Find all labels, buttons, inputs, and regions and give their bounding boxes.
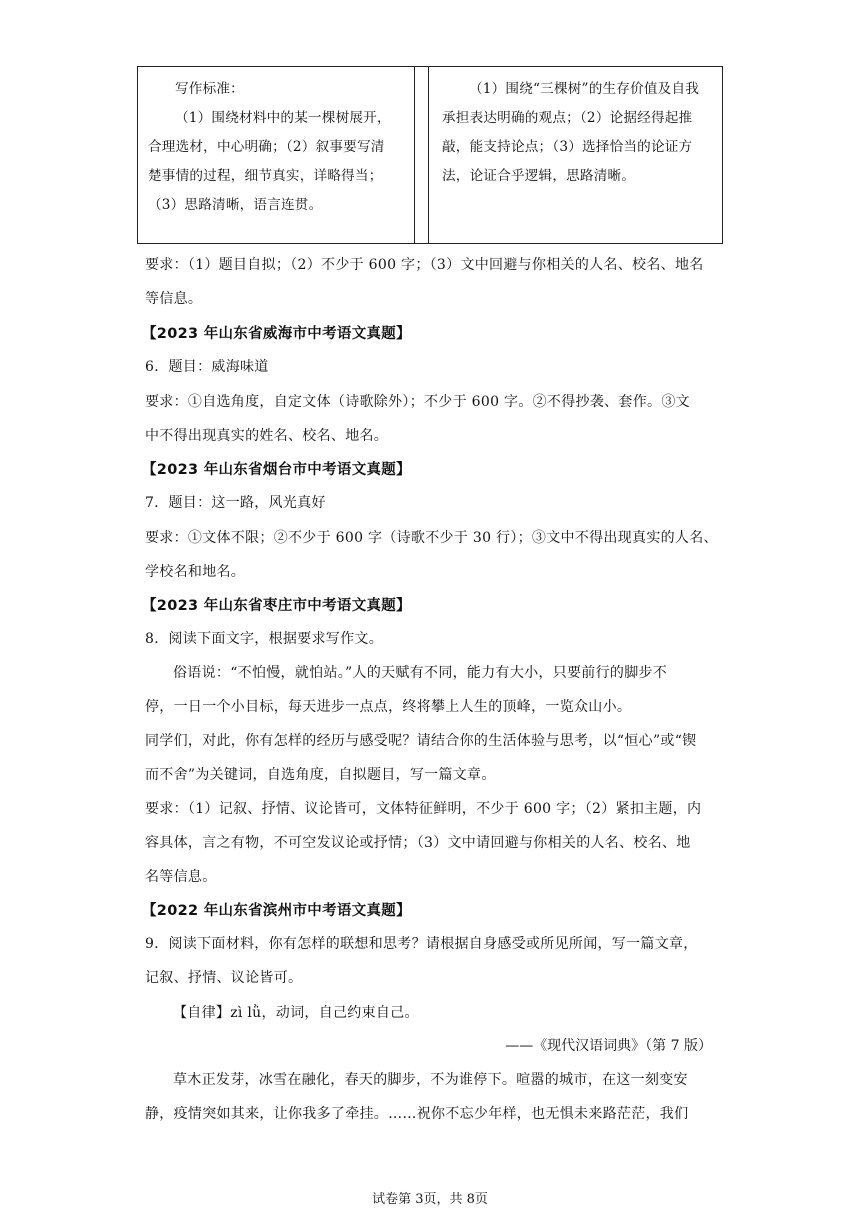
section-heading-yantai: 【2023 年山东省烟台市中考语文真题】 xyxy=(142,462,411,478)
table-cell-text: 敲，能支持论点；（3）选择恰当的论证方 xyxy=(442,139,693,155)
q8-title: 8．阅读下面文字，根据要求写作文。 xyxy=(145,631,384,647)
table-cell-text: 写作标准： xyxy=(175,81,244,97)
q8-prompt: 同学们，对此，你有怎样的经历与感受呢？请结合你的生活体验与思考，以“恒心”或“锲 xyxy=(145,733,697,749)
table-cell-text: （3）思路清晰，语言连贯。 xyxy=(148,197,323,213)
q9-definition: 【自律】zì lǜ，动词，自己约束自己。 xyxy=(173,1005,419,1021)
table-cell-text: 合理选材，中心明确；（2）叙事要写清 xyxy=(148,139,385,155)
q6-title: 6．题目：威海味道 xyxy=(145,359,269,375)
table-cell-argument xyxy=(430,67,722,243)
table-cell-narrative xyxy=(138,67,416,243)
q8-material: 俗语说：“不怕慢，就怕站。”人的天赋有不同，能力有大小，只要前行的脚步不 xyxy=(173,665,668,681)
table-cell-text: 承担表达明确的观点；（2）论据经得起推 xyxy=(442,110,693,126)
criteria-table xyxy=(137,66,723,244)
table-cell-text: （1）围绕材料中的某一棵树展开， xyxy=(175,110,391,126)
page-footer: 试卷第 3页，共 8页 xyxy=(372,1192,488,1207)
q7-requirement: 要求：①文体不限；②不少于 600 字（诗歌不少于 30 行）；③文中不得出现真实的人名、 xyxy=(145,530,718,546)
q8-requirement: 容具体，言之有物，不可空发议论或抒情；（3）文中请回避与你相关的人名、校名、地 xyxy=(145,835,691,851)
q5-requirement: 要求：（1）题目自拟；（2）不少于 600 字；（3）文中回避与你相关的人名、校名、地名 xyxy=(145,257,704,273)
table-cell-text: 楚事情的过程，细节真实，详略得当； xyxy=(148,168,383,184)
q9-passage: 静，疫情突如其来，让你我多了牵挂。……祝你不忘少年样，也无惧未来路茫茫，我们 xyxy=(145,1106,689,1122)
section-heading-binzhou: 【2022 年山东省滨州市中考语文真题】 xyxy=(142,903,411,919)
q8-prompt: 而不舍”为关键词，自选角度，自拟题目，写一篇文章。 xyxy=(145,767,496,783)
q8-requirement: 要求：（1）记叙、抒情、议论皆可，文体特征鲜明，不少于 600 字；（2）紧扣主题，内 xyxy=(145,801,702,817)
q5-requirement: 等信息。 xyxy=(145,291,203,307)
q6-requirement: 要求：①自选角度，自定文体（诗歌除外）；不少于 600 字。②不得抄袭、套作。③文 xyxy=(145,394,690,410)
q9-passage: 草木正发芽，冰雪在融化，春天的脚步，不为谁停下。喧嚣的城市，在这一刻变安 xyxy=(173,1072,688,1088)
section-heading-zaozhuang: 【2023 年山东省枣庄市中考语文真题】 xyxy=(142,598,411,614)
q7-title: 7．题目：这一路，风光真好 xyxy=(145,495,326,511)
q9-title: 记叙、抒情、议论皆可。 xyxy=(145,970,303,986)
q7-requirement: 学校名和地名。 xyxy=(145,564,246,580)
q6-requirement: 中不得出现真实的姓名、校名、地名。 xyxy=(145,428,389,444)
section-heading-weihai: 【2023 年山东省威海市中考语文真题】 xyxy=(142,326,411,342)
q8-requirement: 名等信息。 xyxy=(145,869,217,885)
table-cell-text: 法，论证合乎逻辑，思路清晰。 xyxy=(442,168,636,184)
q9-source: ——《现代汉语词典》（第 7 版） xyxy=(505,1038,712,1054)
q9-title: 9．阅读下面材料，你有怎样的联想和思考？请根据自身感受或所见所闻，写一篇文章， xyxy=(145,936,698,952)
table-divider xyxy=(428,67,429,243)
q8-material: 停，一日一个小目标，每天进步一点点，终将攀上人生的顶峰，一览众山小。 xyxy=(145,699,632,715)
table-cell-text: （1）围绕“三棵树”的生存价值及自我 xyxy=(469,81,700,97)
